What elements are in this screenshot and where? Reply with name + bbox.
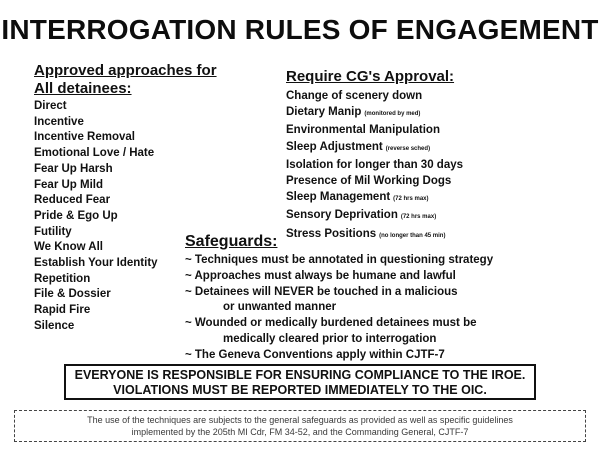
list-item: Establish Your Identity (34, 257, 158, 270)
list-item (286, 157, 586, 173)
footer-line2: implemented by the 205th MI Cdr, FM 34-52, and the Commanding General, CJTF-7 (131, 427, 469, 437)
list-item: We Know All (34, 241, 103, 254)
item-note: (monitored by med) (364, 111, 421, 118)
cg-approval-list (286, 88, 586, 244)
list-item (286, 122, 586, 138)
item-note: (no longer than 45 min) (379, 232, 446, 239)
list-item (185, 316, 585, 348)
list-item: File & Dossier (34, 288, 111, 301)
safeguards-list (185, 253, 585, 364)
notice-line1: EVERYONE IS RESPONSIBLE FOR ENSURING COMPLIANCE TO THE IROE. (74, 368, 526, 382)
list-item (185, 285, 585, 317)
item-note: (reverse sched) (385, 145, 431, 152)
list-item: Emotional Love / Hate (34, 147, 155, 160)
list-item (286, 139, 586, 157)
item-label: Environmental Manipulation (286, 124, 440, 137)
item-label: Sleep Adjustment (286, 140, 383, 153)
approved-approaches-heading (34, 62, 244, 98)
list-item (286, 104, 586, 122)
list-item: Pride & Ego Up (34, 209, 118, 222)
list-item: Repetition (34, 272, 91, 285)
list-item: Silence (34, 319, 75, 332)
item-note: (72 hrs max) (393, 196, 429, 203)
list-item: Futility (34, 225, 72, 238)
notice-line2: VIOLATIONS MUST BE REPORTED IMMEDIATELY TO THE OIC. (113, 383, 487, 397)
approved-heading-line2: All detainees: (34, 80, 132, 97)
list-item (185, 253, 585, 269)
item-label: Change of scenery down (286, 90, 423, 102)
list-item: Fear Up Harsh (34, 162, 113, 175)
cg-approval-heading: Require CG's Approval: (286, 68, 455, 85)
item-note: (72 hrs max) (400, 214, 437, 221)
footer-note (14, 410, 586, 442)
safeguards-heading: Safeguards: (185, 233, 278, 250)
item-label: Dietary Manip (286, 106, 362, 119)
list-item: Incentive (34, 115, 84, 128)
safeguard-line: ~ The Geneva Conventions apply within CJTF-7 (185, 348, 445, 361)
item-label: Presence of Mil Working Dogs (286, 175, 452, 188)
safeguard-line-continued: or unwanted manner (223, 301, 337, 314)
list-item (286, 207, 586, 225)
item-label: Stress Positions (286, 227, 377, 240)
list-item (286, 189, 586, 207)
safeguard-line-continued: medically cleared prior to interrogation (223, 332, 437, 345)
safeguard-line: ~ Detainees will NEVER be touched in a malicious (185, 285, 458, 298)
safeguards-section (185, 233, 585, 364)
list-item: Direct (34, 100, 67, 112)
safeguard-line: ~ Approaches must always be humane and lawful (185, 269, 456, 282)
safeguard-line: ~ Wounded or medically burdened detainees must be (185, 317, 477, 330)
list-item (185, 269, 585, 285)
list-item: Incentive Removal (34, 131, 135, 144)
item-label: Isolation for longer than 30 days (286, 158, 464, 171)
approved-heading-line1: Approved approaches for (34, 62, 217, 79)
list-item (286, 88, 586, 104)
list-item (286, 173, 586, 189)
list-item: Reduced Fear (34, 194, 111, 207)
list-item: Rapid Fire (34, 304, 91, 317)
footer-line1: The use of the techniques are subjects to the general safeguards as provided as well as specific guidelines (87, 415, 513, 425)
item-label: Sensory Deprivation (286, 209, 398, 222)
cg-approval-section (286, 68, 586, 244)
list-item: Fear Up Mild (34, 178, 104, 191)
safeguard-line: ~ Techniques must be annotated in questioning strategy (185, 254, 494, 266)
item-label: Sleep Management (286, 191, 391, 204)
page-title: INTERROGATION RULES OF ENGAGEMENT (1, 14, 599, 45)
compliance-notice-box (64, 364, 536, 400)
list-item (185, 348, 585, 364)
